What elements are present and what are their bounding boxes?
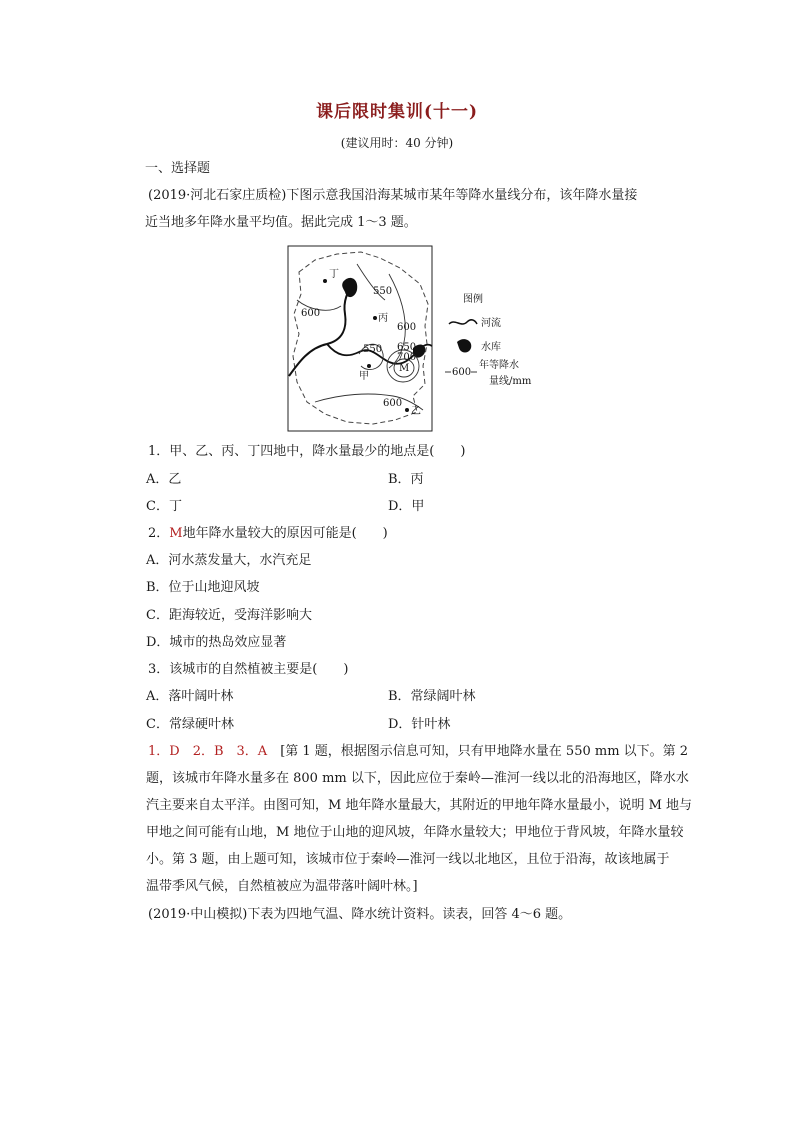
- point-ding: [323, 279, 327, 283]
- question-3-option-d: D．针叶林: [388, 717, 451, 732]
- isohyet-600-south: [315, 394, 423, 410]
- legend-reservoir-icon: [457, 339, 471, 352]
- question-2-option-a: A．河水蒸发量大，水汽充足: [146, 553, 312, 568]
- section-heading: 一、选择题: [145, 161, 211, 176]
- contour-label-700: 700: [397, 352, 417, 363]
- contour-label-650: 650: [397, 342, 417, 353]
- page-title: 课后限时集训(十一): [315, 102, 479, 122]
- answer-line-5: 小。第 3 题，由上题可知，该城市位于秦岭—淮河一线以北地区，且位于沿海，故该地属于: [146, 852, 670, 867]
- legend-river: 河流: [481, 318, 501, 329]
- contour-label-600-west: 600: [301, 308, 321, 319]
- point-jia: [367, 364, 371, 368]
- label-bing: 丙: [378, 313, 388, 324]
- answer-line-3: 汽主要来自太平洋。由图可知，M 地年降水量最大，其附近的甲地年降水量最小，说明 M 地与: [146, 798, 693, 813]
- question-3-option-c: C．常绿硬叶林: [146, 717, 234, 732]
- label-ding: 丁: [329, 269, 339, 280]
- page-subtitle: (建议用时：40 分钟): [340, 136, 454, 150]
- legend-isohyet-value: 600: [452, 367, 472, 378]
- answer-line-1: [148, 743, 688, 761]
- question-2-option-c: C．距海较近，受海洋影响大: [146, 608, 312, 623]
- label-m: M: [399, 363, 410, 374]
- question-2-option-b: B．位于山地迎风坡: [146, 580, 260, 595]
- question-3-option-b: B．常绿阔叶林: [388, 689, 476, 704]
- question-1-option-c: C．丁: [146, 499, 182, 514]
- question-3-option-a: A．落叶阔叶林: [146, 689, 234, 704]
- city-boundary: [293, 252, 428, 424]
- question-2-m-label: M: [169, 526, 183, 541]
- question-1-option-d: D．甲: [388, 499, 425, 514]
- answer-keys: 1．D 2．B 3．A: [148, 744, 268, 759]
- main-river: [289, 284, 355, 376]
- legend-isohyet-label-1: 年等降水: [479, 360, 519, 371]
- question-2-stem: [148, 525, 388, 543]
- question-2-option-d: D．城市的热岛效应显著: [146, 635, 287, 650]
- label-jia: 甲: [359, 371, 369, 382]
- contour-label-600-east: 600: [397, 322, 417, 333]
- legend-reservoir: 水库: [481, 342, 501, 353]
- intro-line-2: 近当地多年降水量平均值。据此完成 1～3 题。: [145, 215, 417, 230]
- legend-isohyet-label-2: 量线/mm: [489, 376, 532, 387]
- contour-label-550-north: 550: [373, 286, 393, 297]
- answer-line-6: 温带季风气候，自然植被应为温带落叶阔叶林。]: [146, 879, 418, 894]
- next-section-intro: (2019·中山模拟)下表为四地气温、降水统计资料。读表，回答 4～6 题。: [148, 907, 572, 922]
- question-1-stem: 1．甲、乙、丙、丁四地中，降水量最少的地点是( ): [148, 444, 466, 459]
- point-yi: [405, 408, 409, 412]
- point-bing: [373, 316, 377, 320]
- legend-river-icon: [449, 320, 477, 324]
- label-yi: 乙: [411, 406, 421, 417]
- contour-label-600-south: 600: [383, 398, 403, 409]
- reservoir-north: [342, 278, 357, 297]
- intro-line-1: (2019·河北石家庄质检)下图示意我国沿海某城市某年等降水量线分布，该年降水量接: [148, 188, 638, 203]
- question-1-option-b: B．丙: [388, 472, 424, 487]
- answer-text-1: [第 1 题，根据图示信息可知，只有甲地降水量在 550 mm 以下。第 2: [267, 744, 689, 759]
- question-1-option-a: A．乙: [146, 472, 182, 487]
- isohyet-map: [285, 244, 545, 434]
- answer-line-4: 甲地之间可能有山地，M 地位于山地的迎风坡，年降水量较大；甲地位于背风坡，年降水量较: [146, 825, 684, 840]
- question-3-stem: 3．该城市的自然植被主要是( ): [148, 662, 349, 677]
- legend-title: 图例: [463, 294, 483, 305]
- question-2-text: 地年降水量较大的原因可能是( ): [182, 526, 388, 541]
- contour-label-550-south: 550: [363, 344, 383, 355]
- question-2-number: 2．: [148, 526, 170, 541]
- answer-line-2: 题，该城市年降水量多在 800 mm 以下，因此应位于秦岭—淮河一线以北的沿海地区，降水水: [146, 771, 689, 786]
